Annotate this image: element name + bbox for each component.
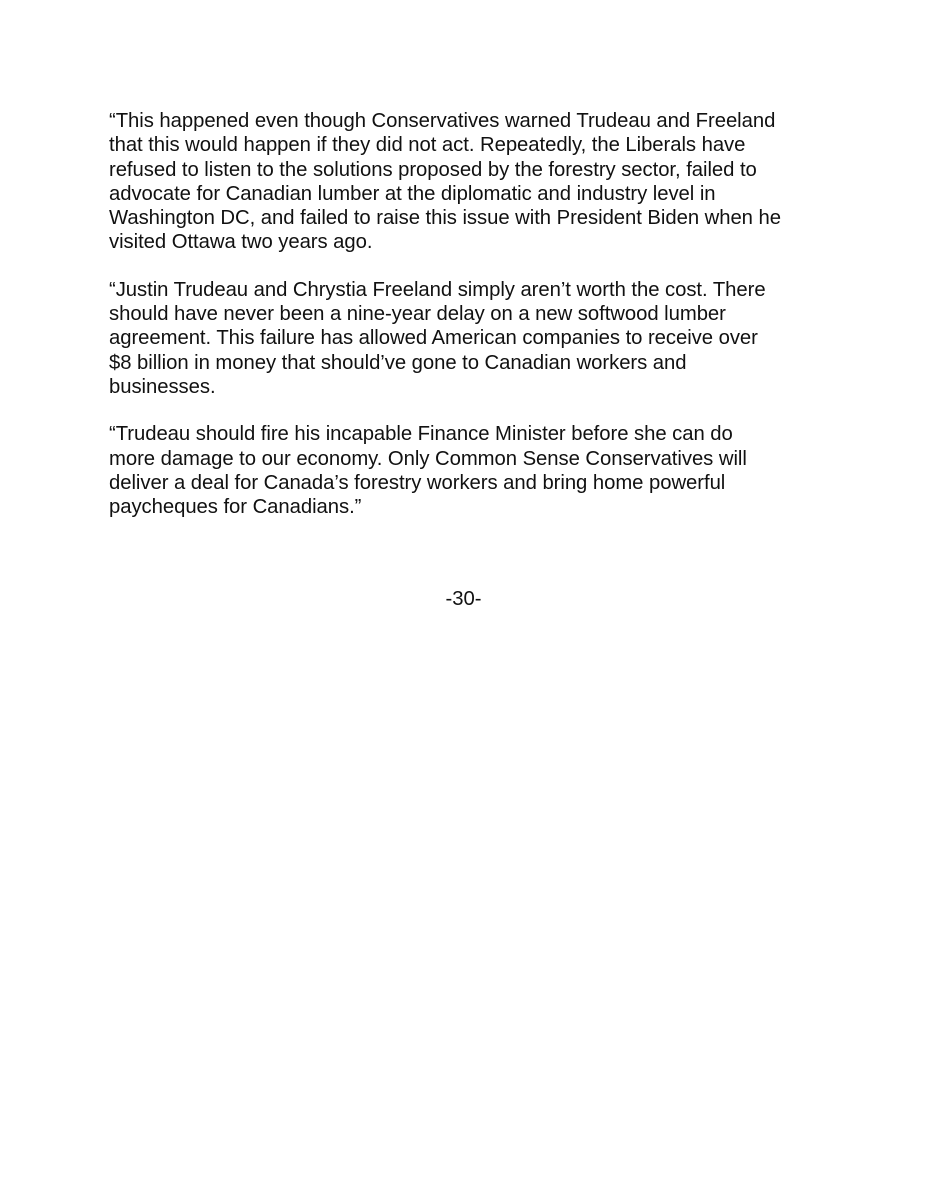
text-line: Washington DC, and failed to raise this issue with President Biden when he <box>109 207 781 230</box>
text-line: “This happened even though Conservatives warned Trudeau and Freeland <box>109 110 776 132</box>
text-line: $8 billion in money that should’ve gone to Canadian workers and <box>109 351 687 374</box>
text-line: more damage to our economy. Only Common Sense Conservatives will <box>109 447 747 470</box>
paragraph-1 <box>109 109 829 255</box>
document-body <box>109 109 829 542</box>
text-line: agreement. This failure has allowed American companies to receive over <box>109 327 758 350</box>
text-line: “Justin Trudeau and Chrystia Freeland simply aren’t worth the cost. There <box>109 278 766 301</box>
text-line: “Trudeau should fire his incapable Finance Minister before she can do <box>109 423 733 446</box>
text-line: refused to listen to the solutions proposed by the forestry sector, failed to <box>109 158 757 181</box>
text-line: should have never been a nine-year delay on a new softwood lumber <box>109 303 726 326</box>
text-line: that this would happen if they did not act. Repeatedly, the Liberals have <box>109 134 746 157</box>
end-mark: -30- <box>445 588 482 610</box>
text-line: visited Ottawa two years ago. <box>109 231 373 254</box>
text-line: businesses. <box>109 375 216 398</box>
paragraph-3 <box>109 422 829 519</box>
text-line: paycheques for Canadians.” <box>109 496 362 519</box>
text-line: deliver a deal for Canada’s forestry workers and bring home powerful <box>109 471 726 494</box>
paragraph-2 <box>109 278 829 399</box>
text-line: advocate for Canadian lumber at the diplomatic and industry level in <box>109 182 716 205</box>
